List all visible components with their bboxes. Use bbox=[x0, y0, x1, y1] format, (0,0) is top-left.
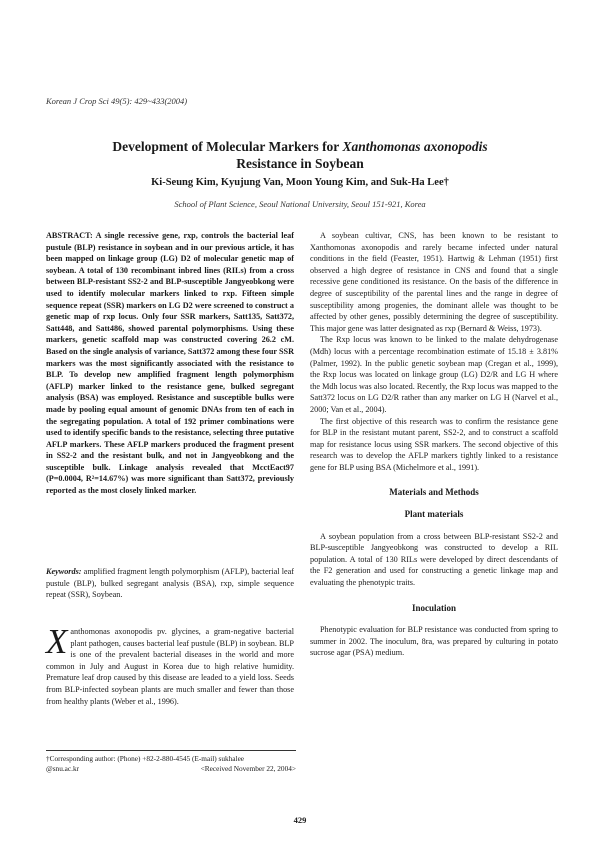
keywords-label: Keywords: bbox=[46, 567, 82, 576]
paragraph-rxp-locus: The Rxp locus was known to be linked to the malate dehydrogenase (Mdh) locus with a percentage recombination estimate of 15.18 ± 3.81% (Palmer, 1992). In the public genetic soybean map (Cregan et al., 1999), the Rxp locus was located on linkage group (LG) D2/R and LG H where the Mdh locus was also located. Recently, the Rxp locus was mapped to the Satt372 locus on LG D2/R rather than any marker on LG H (Narvel et al., 2000; Van et al., 2004). bbox=[310, 335, 558, 414]
paper-title-line2: Resistance in Soybean bbox=[236, 156, 364, 171]
page-number: 429 bbox=[293, 815, 307, 825]
right-column bbox=[310, 230, 558, 659]
abstract: ABSTRACT: A single recessive gene, rxp, controls the bacterial leaf pustule (BLP) resistance in soybean and in our previous article, it has been mapped on linkage group (LG) D2 of molecular genetic map of soybean. A total of 130 recombinant inbred lines (RILs) from a cross between BLP-resistant SS2-2 and BLP-susceptible Jangyeobkong were used to identify molecular markers linked to rxp. Fifteen simple sequence repeat (SSR) markers on LG D2 were screened to construct a genetic map of rxp locus. Only four SSR markers, Satt135, Satt372, Satt448, and Satt486, showed parental polymorphisms. Using these markers, genetic scaffold map was constructed covering 26.2 cM. Based on the single analysis of variance, Satt372 among these four SSR markers was the most significantly associated with the resistance to BLP. To develop new amplified fragment length polymorphism (AFLP) marker linked to the resistance gene, bulked segregant analysis (BSA) was employed. Resistance and susceptible bulks were made by pooling equal amount of genomic DNAs from ten of each in the segregating population. A total of 192 primer combinations were used to identify specific bands to the resistance, selecting three putative AFLP markers. These AFLP markers produced the fragment present in SS2-2 and the resistant bulk, and not in Jangyeobkong and the susceptible bulk. Linkage analysis revealed that McctEact97 (P=0.0004, R²=14.67%) was more significant than Satt372, previously reported as the most closely linked marker. bbox=[46, 231, 294, 496]
footnote-rule bbox=[46, 750, 296, 751]
section-heading-materials: Materials and Methods bbox=[389, 487, 479, 498]
introduction-paragraph bbox=[46, 622, 294, 707]
author-list: Ki-Seung Kim, Kyujung Van, Moon Young Kim, and Suk-Ha Lee† bbox=[151, 177, 449, 188]
footnote-line2 bbox=[46, 764, 296, 774]
footnote bbox=[46, 754, 296, 774]
paragraph-inoculation: Phenotypic evaluation for BLP resistance was conducted from spring to summer in 2002. The inoculum, 8ra, was prepared by culturing in potato sucrose agar (PSA) medium. bbox=[310, 625, 558, 658]
title-species: Xanthomonas axonopodis bbox=[342, 139, 488, 154]
paragraph-objectives: The first objective of this research was to confirm the resistance gene for BLP in the resistant mutant parent, SS2-2, and to construct a scaffold map for resistance locus using SSR markers. The second objective of this research was to develop the AFLP markers tightly linked to a resistance gene for BLP using BSA (Michelmore et al., 1991). bbox=[310, 416, 558, 472]
paper-title-line1 bbox=[40, 138, 560, 155]
title-text: Development of Molecular Markers for bbox=[112, 139, 343, 154]
paragraph-plant-materials: A soybean population from a cross between BLP-resistant SS2-2 and BLP-susceptible Jangyeobkong was constructed to develop a RIL population. A total of 130 RILs were developed by direct descendants of the F2 generation and used for constructing a genetic linkage map and evaluating the phenotypic traits. bbox=[310, 531, 558, 588]
affiliation: School of Plant Science, Seoul National University, Seoul 151-921, Korea bbox=[174, 199, 426, 209]
received-date: <Received November 22, 2004> bbox=[200, 764, 296, 773]
keywords-text: amplified fragment length polymorphism (AFLP), bacterial leaf pustule (BLP), bulked segregant analysis (BSA), rxp, simple sequence repeat (SSR), Soybean. bbox=[46, 567, 294, 600]
keywords bbox=[46, 566, 294, 601]
footnote-email: @snu.ac.kr bbox=[46, 764, 80, 773]
subsection-heading-inoculation: Inoculation bbox=[411, 602, 456, 613]
paragraph-cns: A soybean cultivar, CNS, has been known to be resistant to Xanthomonas axonopodis and rarely became infected under natural conditions in the field (Feaster, 1951). Hartwig & Lehman (1951) first observed a high degree of resistance in CNS and found that a single recessive gene conditioned its resistance. On the basis of the difference in degree of susceptibility of the parental lines and the range in degree of susceptibility among progenies, the dominant allele was thought to be affected by other genes, possibly determining the degree of susceptibility. This major gene was latter designated as rxp (Bernard & Weiss, 1973). bbox=[310, 231, 558, 333]
footnote-line1: †Corresponding author: (Phone) +82-2-880-4545 (E-mail) sukhalee bbox=[46, 754, 245, 763]
journal-reference: Korean J Crop Sci 49(5): 429~433(2004) bbox=[46, 96, 188, 106]
intro-text: anthomonas axonopodis pv. glycines, a gram-negative bacterial plant pathogen, causes bacterial leaf pustule (BLP) in soybean. BLP is one of the prevalent bacterial diseases in the world and more common in July and August in Korea due to high relative humidity. Premature leaf drop caused by this disease are leaded to a yield loss. Seeds from BLP-infected soybean plants are much smaller and fewer than those from healthy plants (Weber et al., 1996). bbox=[46, 627, 294, 706]
subsection-heading-plant: Plant materials bbox=[404, 509, 464, 520]
drop-cap: X bbox=[46, 622, 68, 661]
